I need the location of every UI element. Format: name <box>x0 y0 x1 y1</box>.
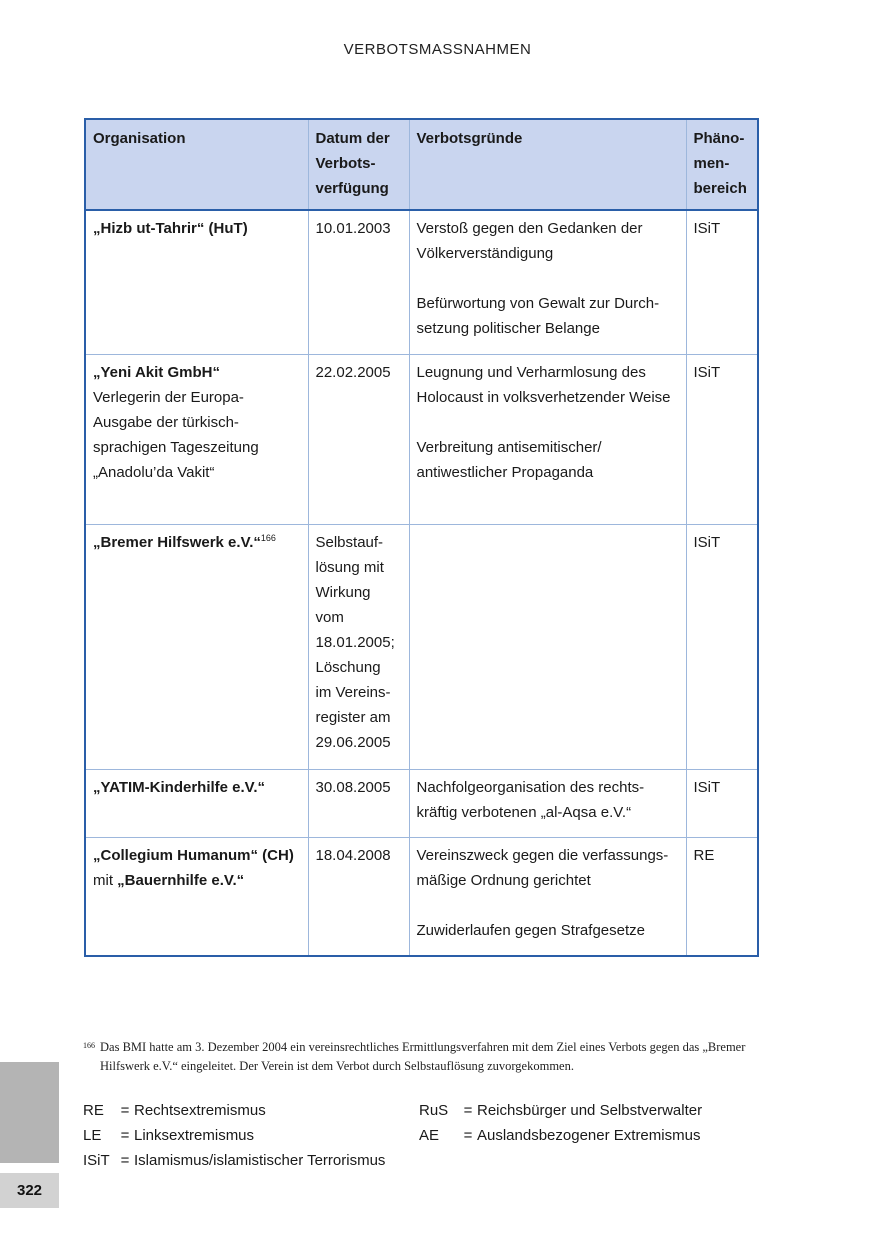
reason: Vereinszweck gegen die verfassungs- mäßige Ordnung gerichtet <box>416 847 669 889</box>
org-name: „YATIM-Kinderhilfe e.V.“ <box>93 779 265 796</box>
footnote <box>83 1038 763 1076</box>
cell-date: 18.04.2008 <box>308 838 409 957</box>
table-row <box>85 838 758 957</box>
reason: Befürwortung von Gewalt zur Durch- setzung politischer Belange <box>416 295 660 337</box>
header-date: Datum der Verbots- verfügung <box>308 119 409 210</box>
reason: Leugnung und Verharmlosung des Holocaust in volksverhetzender Weise <box>416 364 671 406</box>
table-row <box>85 355 758 525</box>
prohibitions-table <box>84 118 759 957</box>
cell-organisation <box>85 355 308 525</box>
legend-left <box>83 1098 385 1173</box>
legend-item: AE = Auslandsbezogener Extremismus <box>419 1123 702 1148</box>
org-name: „Collegium Humanum“ (CH) <box>93 847 294 864</box>
org-name: „Hizb ut-Tahrir“ (HuT) <box>93 220 248 237</box>
legend-item: RE = Rechtsextremismus <box>83 1098 385 1123</box>
cell-date: Selbstauf- lösung mit Wirkung vom 18.01.2005; Löschung im Vereins- register am 29.06.2005 <box>308 525 409 770</box>
cell-organisation <box>85 838 308 957</box>
legend-right <box>419 1098 702 1148</box>
legend-abbr: ISiT <box>83 1152 110 1169</box>
footnote-ref: 166 <box>260 533 276 543</box>
cell-area: ISiT <box>686 525 758 770</box>
legend-item: LE = Linksextremismus <box>83 1123 385 1148</box>
org-with-name: „Bauernhilfe e.V.“ <box>117 872 245 889</box>
cell-reasons <box>409 355 686 525</box>
cell-organisation <box>85 525 308 770</box>
legend-meaning: Auslandsbezogener Extremismus <box>477 1127 701 1144</box>
page-number: 322 <box>0 1173 59 1208</box>
footnote-number: 166 <box>83 1041 95 1050</box>
header-reasons: Verbotsgründe <box>409 119 686 210</box>
running-head: VERBOTSMASSNAHMEN <box>343 41 532 58</box>
legend-abbr: RuS <box>419 1102 449 1119</box>
table-header-row <box>85 119 758 210</box>
legend-meaning: Rechtsextremismus <box>134 1102 266 1119</box>
table-row <box>85 525 758 770</box>
legend-meaning: Islamismus/islamistischer Terrorismus <box>134 1152 386 1169</box>
reason: Zuwiderlaufen gegen Strafgesetze <box>416 922 645 939</box>
legend-item: RuS = Reichsbürger und Selbstverwalter <box>419 1098 702 1123</box>
reason: Nachfolgeorganisation des rechts- kräftig verbotenen „al-Aqsa e.V.“ <box>416 779 645 821</box>
legend-meaning: Reichsbürger und Selbstverwalter <box>477 1102 703 1119</box>
org-with-prefix: mit <box>93 872 118 889</box>
footnote-text: Das BMI hatte am 3. Dezember 2004 ein vereinsrechtliches Ermittlungsverfahren mit dem Ziel eines Verbots gegen das „Bremer Hilfswerk e.V.“ eingeleitet. Der Verein ist dem Verbot durch Selbstauflösung zuvorgekommen. <box>100 1040 746 1073</box>
reason: Verbreitung antisemitischer/ antiwestlicher Propaganda <box>416 439 602 481</box>
cell-reasons <box>409 210 686 355</box>
cell-area: ISiT <box>686 770 758 838</box>
header-area: Phäno- men- bereich <box>686 119 758 210</box>
cell-area: ISiT <box>686 355 758 525</box>
cell-organisation <box>85 210 308 355</box>
org-name: „Yeni Akit GmbH“ <box>93 364 220 381</box>
cell-date: 30.08.2005 <box>308 770 409 838</box>
org-name: „Bremer Hilfswerk e.V.“ <box>93 534 261 551</box>
legend-abbr: RE <box>83 1102 104 1119</box>
cell-area: ISiT <box>686 210 758 355</box>
legend-abbr: LE <box>83 1127 102 1144</box>
table-row <box>85 770 758 838</box>
cell-area: RE <box>686 838 758 957</box>
reason: Verstoß gegen den Gedanken der Völkerverständigung <box>416 220 643 262</box>
header-organisation: Organisation <box>85 119 308 210</box>
cell-organisation <box>85 770 308 838</box>
side-tab <box>0 1062 59 1163</box>
legend-meaning: Linksextremismus <box>134 1127 255 1144</box>
cell-reasons <box>409 770 686 838</box>
table-row <box>85 210 758 355</box>
cell-reasons <box>409 838 686 957</box>
cell-reasons <box>409 525 686 770</box>
cell-date: 22.02.2005 <box>308 355 409 525</box>
cell-date: 10.01.2003 <box>308 210 409 355</box>
org-detail: Verlegerin der Europa- Ausgabe der türkisch- sprachigen Tageszeitung „Anadolu’da Vakit“ <box>93 389 259 481</box>
legend-item: ISiT = Islamismus/islamistischer Terrorismus <box>83 1148 385 1173</box>
legend-abbr: AE <box>419 1127 440 1144</box>
